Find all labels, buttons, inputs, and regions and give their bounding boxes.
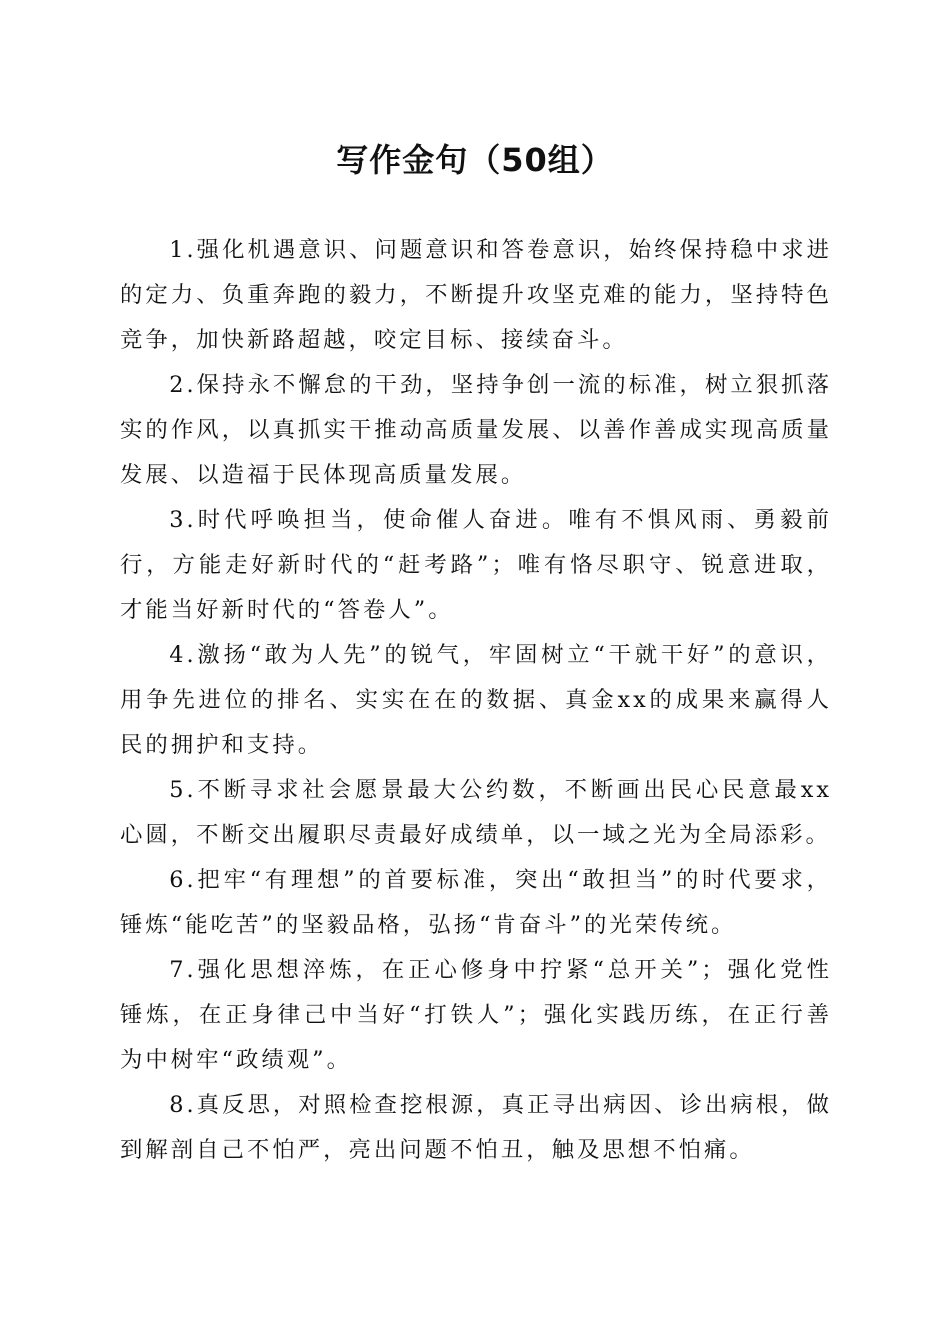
paragraph-7: 7.强化思想淬炼，在正心修身中拧紧“总开关”；强化党性锤炼，在正身律己中当好“打铁人”；强化实践历练，在正行善为中树牢“政绩观”。: [120, 957, 832, 1073]
paragraph-6: 6.把牢“有理想”的首要标准，突出“敢担当”的时代要求，锤炼“能吃苦”的坚毅品格，弘扬“肯奋斗”的光荣传统。: [120, 867, 832, 938]
paragraph-8: 8.真反思，对照检查挖根源，真正寻出病因、诊出病根，做到解剖自己不怕严，亮出问题不怕丑，触及思想不怕痛。: [120, 1092, 832, 1163]
paragraph-2: 2.保持永不懈怠的干劲，坚持争创一流的标准，树立狠抓落实的作风，以真抓实干推动高质量发展、以善作善成实现高质量发展、以造福于民体现高质量发展。: [120, 372, 832, 488]
paragraph-3: 3.时代呼唤担当，使命催人奋进。唯有不惧风雨、勇毅前行，方能走好新时代的“赶考路”；唯有恪尽职守、锐意进取，才能当好新时代的“答卷人”。: [120, 507, 832, 623]
document-body: [120, 228, 832, 1173]
paragraph-4: 4.激扬“敢为人先”的锐气，牢固树立“干就干好”的意识，用争先进位的排名、实实在在的数据、真金xx的成果来赢得人民的拥护和支持。: [120, 642, 832, 758]
paragraph-1: 1.强化机遇意识、问题意识和答卷意识，始终保持稳中求进的定力、负重奔跑的毅力，不断提升攻坚克难的能力，坚持特色竞争，加快新路超越，咬定目标、接续奋斗。: [120, 237, 832, 353]
paragraph-5: 5.不断寻求社会愿景最大公约数，不断画出民心民意最xx心圆，不断交出履职尽责最好成绩单，以一域之光为全局添彩。: [120, 777, 832, 848]
document-title: 写作金句（50组）: [336, 141, 614, 179]
